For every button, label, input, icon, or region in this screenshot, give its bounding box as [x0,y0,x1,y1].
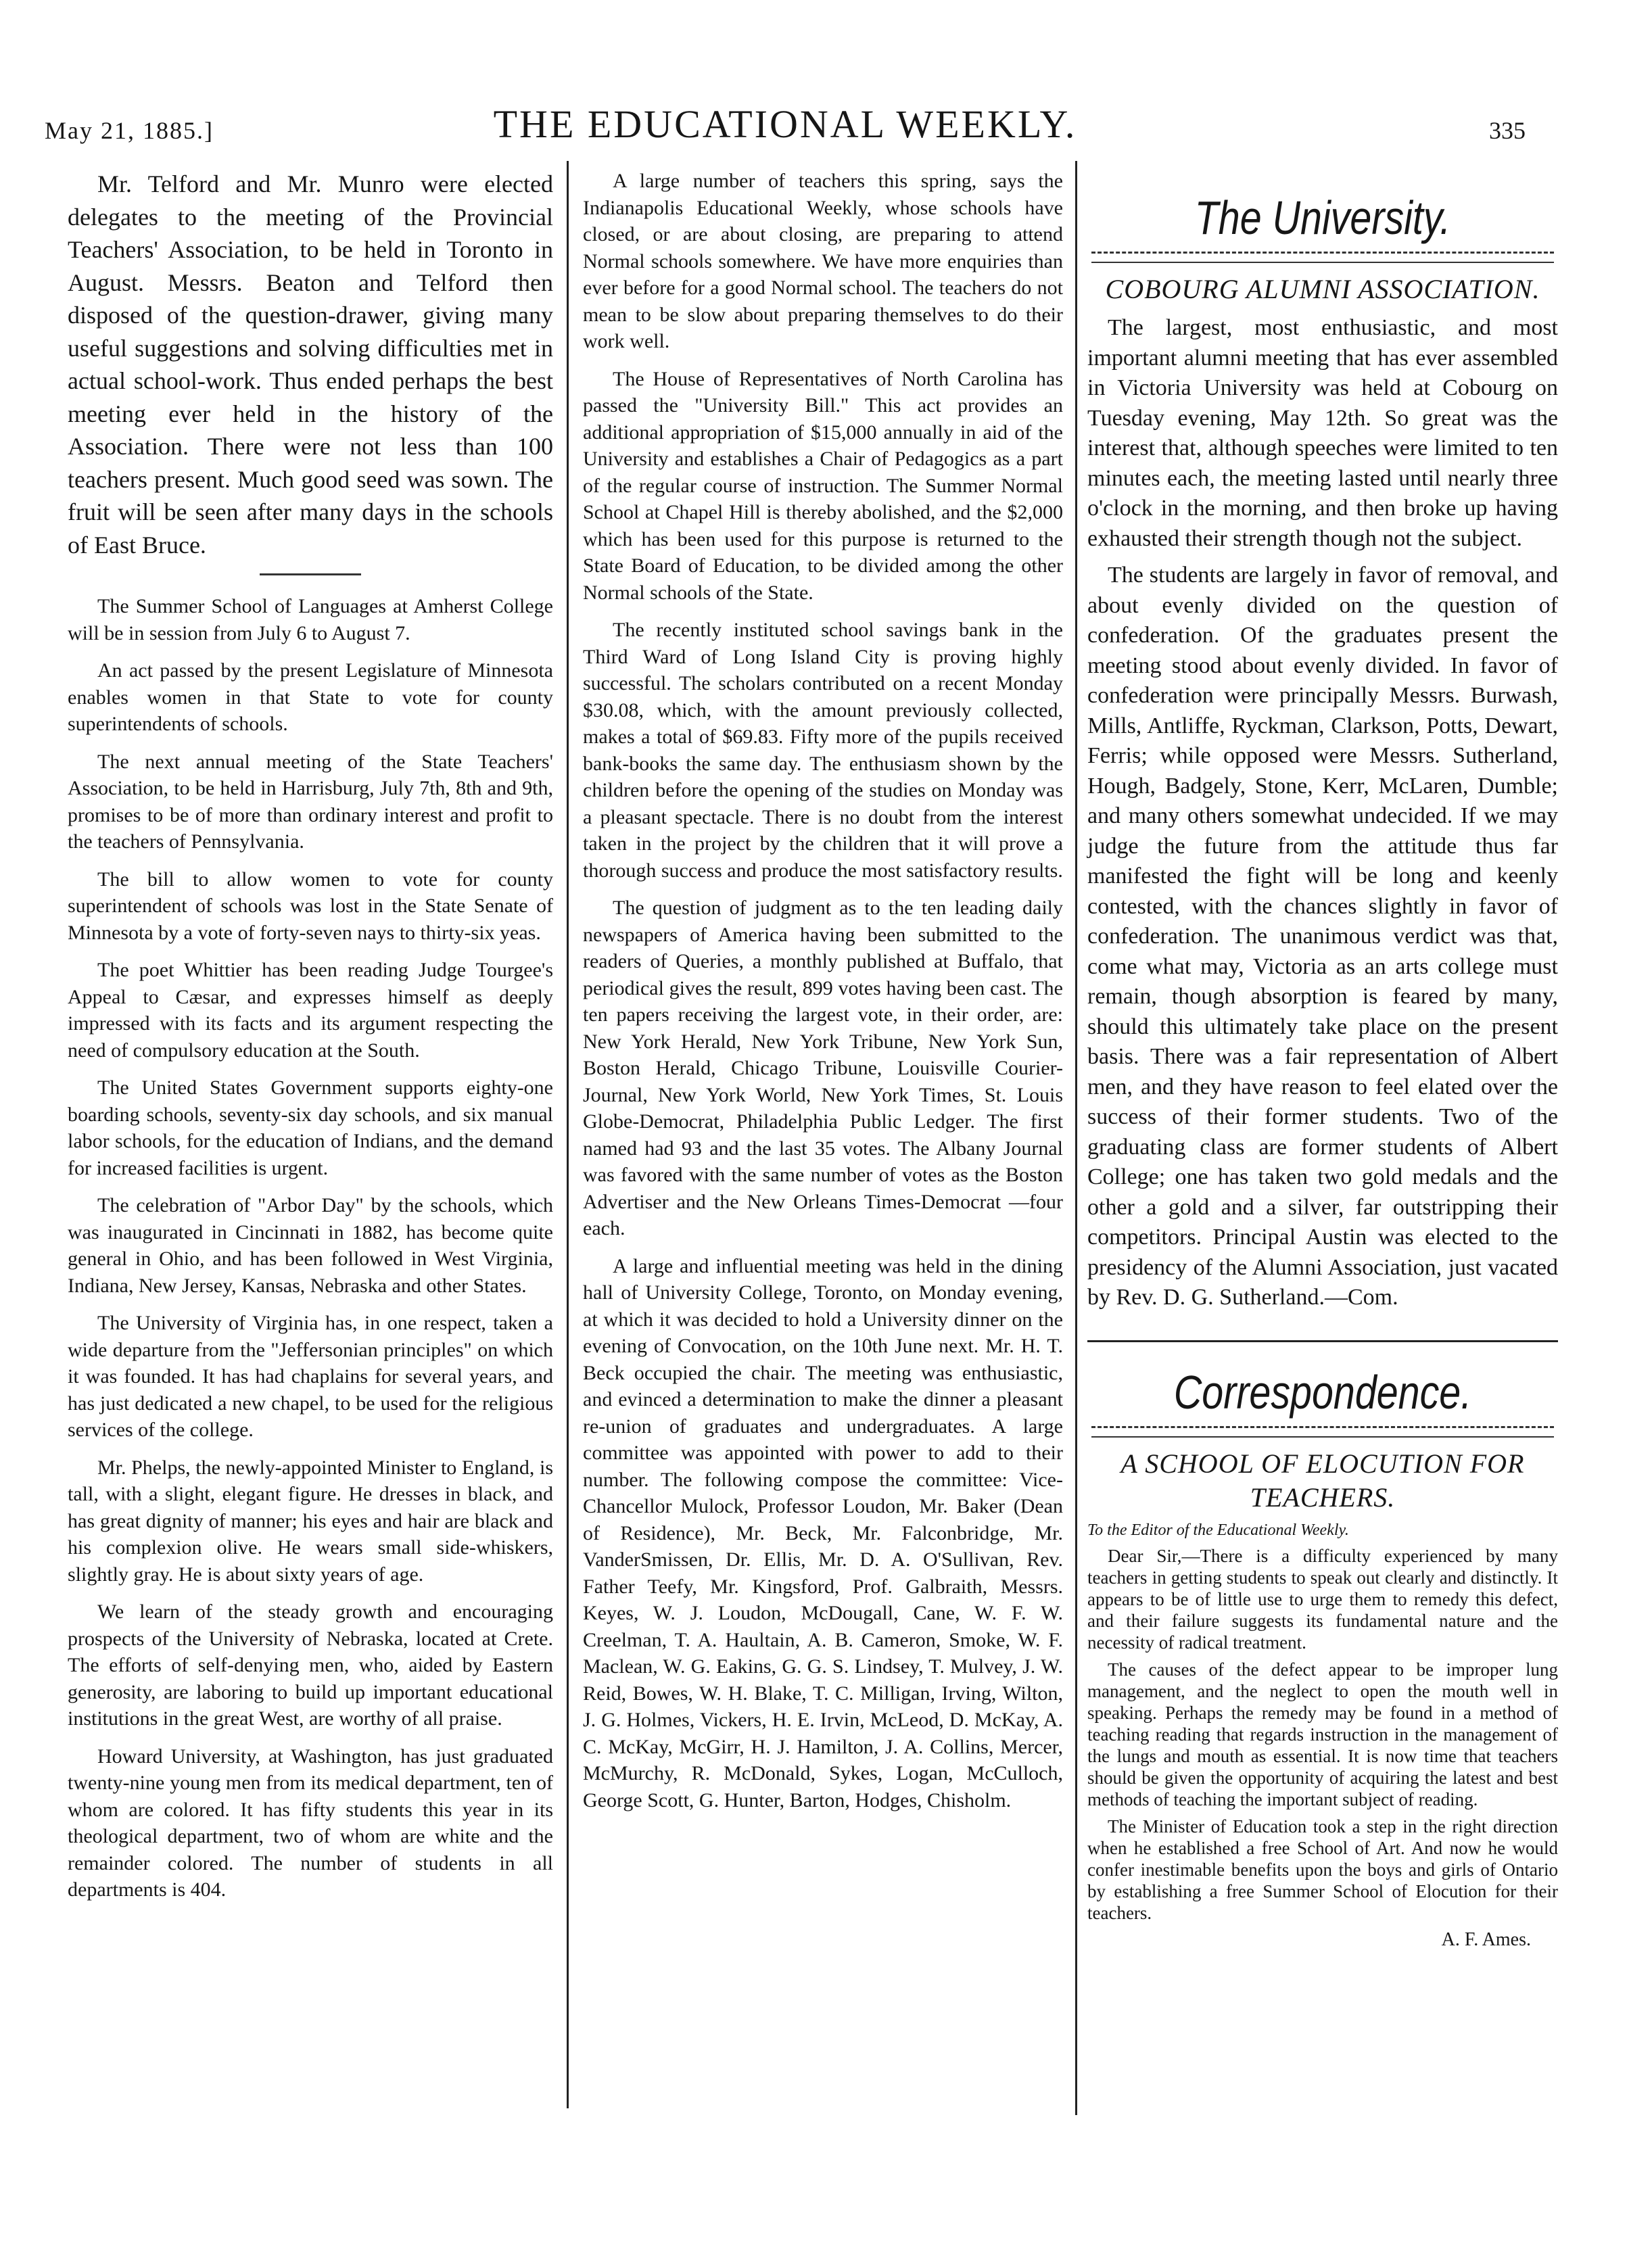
section-title-correspondence: Correspondence. [1173,1365,1472,1419]
article-east-bruce: Mr. Telford and Mr. Munro were elected delegates to the meeting of the Provincial Teachers' Association, to be held in Toronto in August. Messrs. Beaton and Telford then disposed of the question-drawer, giving many useful suggestions and solving difficulties met in actual school-work. Thus ended perhaps the best meeting ever held in the history of the Association. There were not less than 100 teachers present. Much good seed was sown. The fruit will be seen after many days in the schools of East Bruce. [68,170,553,559]
paragraph: The Minister of Education took a step in the right direction when he established a free School of Art. And now he would confer inestimable benefits upon the boys and girls of Ontario by establishing a free Summer School of Elocution for their teachers. [1087,1816,1558,1923]
news-item: The poet Whittier has been reading Judge Tourgee's Appeal to Cæsar, and expresses himself as deeply impressed with its facts and its argument respecting the need of compulsory education at the South. [68,959,553,1062]
publication-title: THE EDUCATIONAL WEEKLY. [493,102,1077,146]
section-divider [260,573,361,575]
news-item: We learn of the steady growth and encouraging prospects of the University of Nebraska, located at Crete. The efforts of self-denying men, who, aided by Eastern generosity, are laboring to build up important educational institutions in the great West, are worthy of all praise. [68,1601,553,1730]
news-item: The recently instituted school savings bank in the Third Ward of Long Island City is proving highly successful. The scholars contributed on a recent Monday $30.08, which, with the amount previously collected, makes a total of $69.83. Fifty more of the pupils received bank-books the same day. The enthusiasm shown by the children before the opening of the studies on Monday was a pleasant spectacle. There is no doubt from the interest taken in the project by the children that it will prove a thorough success and produce the most satisfactory results. [583,619,1063,882]
title-ornament [1091,1426,1554,1438]
title-ornament [1091,252,1554,263]
paragraph: The largest, most enthusiastic, and most important alumni meeting that has ever assembled in Victoria University was held at Cobourg on Tuesday evening, May 12th. So great was the interest that, although speeches were limited to ten minutes each, the meeting lasted until nearly three o'clock in the morning, and then broke up having exhausted their strength though not the subject. [1087,315,1558,551]
news-item: Howard University, at Washington, has just graduated twenty-nine young men from its medical department, ten of whom are colored. It has fifty students this year in its theological department, two of whom are white and the remainder colored. The number of students in all departments is 404. [68,1745,553,1901]
news-item: The next annual meeting of the State Teachers' Association, to be held in Harrisburg, July 7th, 8th and 9th, promises to be of more than ordinary interest and profit to the teachers of Pennsylvania. [68,750,553,853]
column-middle [583,168,1063,1824]
section-title-university: The University. [1194,191,1451,244]
news-item: The Summer School of Languages at Amherst College will be in session from July 6 to August 7. [68,595,553,644]
paragraph: The students are largely in favor of removal, and about evenly divided on the question of confederation. Of the graduates present the meeting stood about evenly divided. In favor of confederation were principally Messrs. Burwash, Mills, Antliffe, Ryckman, Clarkson, Potts, Dewart, Ferris; while opposed were Messrs. Sutherland, Hough, Badgely, Stone, Kerr, McLaren, Dumble; and many others somewhat undecided. If we may judge the future from the attitude thus far manifested the fight will be long and keenly contested, with the chances slightly in favor of confederation. The unanimous verdict was that, come what may, Victoria as an arts college must remain, though absorption is feared by many, should this ultimately take place on the present basis. There was a fair representation of Albert men, and they have reason to feel elated over the success of their former students. Two of the graduating class are former students of Albert College; one has taken two gold medals and the other a gold and a silver, far outstripping their competitors. Principal Austin was elected to the presidency of the Alumni Association, just vacated by Rev. D. G. Sutherland.—Com. [1087,563,1558,1310]
column-right [1087,168,1558,1951]
page-number: 335 [1489,117,1526,144]
issue-date: May 21, 1885.] [45,117,214,144]
paragraph: Dear Sir,—There is a difficulty experienced by many teachers in getting students to speak out clearly and distinctly. It appears to be of little use to urge them to remedy this defect, and their failure suggests its fundamental nature and the necessity of radical treatment. [1087,1545,1558,1653]
news-item: The United States Government supports eighty-one boarding schools, seventy-six day schools, and six manual labor schools, for the education of Indians, and the demand for increased facilities is urgent. [68,1076,553,1179]
page-header [45,101,1526,156]
news-item: An act passed by the present Legislature of Minnesota enables women in that State to vote for county superintendents of schools. [68,659,553,735]
column-rule-right [1075,161,1077,2115]
news-item: The question of judgment as to the ten leading daily newspapers of America having been submitted to the readers of Queries, a monthly published at Buffalo, that periodical gives the result, 899 votes having been cast. The ten papers receiving the largest vote, in their order, are: New York Herald, New York Tribune, New York Sun, Boston Herald, Chicago Tribune, Louisville Courier-Journal, New York World, New York Times, St. Louis Globe-Democrat, Philadelphia Public Ledger. The first named had 93 and the last 35 votes. The Albany Journal was favored with the same number of votes as the Boston Advertiser and the New Orleans Times-Democrat —four each. [583,897,1063,1239]
column-left [68,168,553,1914]
salutation-line: To the Editor of the Educational Weekly. [1087,1521,1349,1539]
paragraph: The causes of the defect appear to be improper lung management, and the neglect to open the mouth well in speaking. Perhaps the remedy may be found in a method of teaching reading that regards instruction in the management of the lungs and mouth as essential. It is now time that teachers should be given the opportunity of acquiring the latest and best methods of teaching the important subject of reading. [1087,1659,1558,1809]
section-divider [1087,1340,1558,1342]
news-item: The University of Virginia has, in one respect, taken a wide departure from the "Jeffersonian principles" on which it was founded. It has had chaplains for several years, and has just dedicated a new chapel, to be used for the religious services of the college. [68,1312,553,1441]
news-item: A large and influential meeting was held in the dining hall of University College, Toronto, on Monday evening, at which it was decided to hold a University dinner on the evening of Convocation, on the 10th June next. Mr. H. T. Beck occupied the chair. The meeting was enthusiastic, and evinced a determination to make the dinner a pleasant re-union of graduates and undergraduates. A large committee was appointed with power to add to their number. The following compose the committee: Vice-Chancellor Mulock, Professor Loudon, Mr. Baker (Dean of Residence), Mr. Beck, Mr. Falconbridge, Mr. VanderSmissen, Dr. Ellis, Mr. D. A. O'Sullivan, Rev. Father Teefy, Mr. Kingsford, Prof. Galbraith, Messrs. Keyes, W. J. Loudon, McDougall, Cane, W. F. W. Creelman, T. A. Haultain, A. B. Cameron, Smoke, W. F. Maclean, W. G. Eakins, G. G. S. Lindsey, T. Mulvey, J. W. Reid, Bowes, W. H. Blake, T. C. Milligan, Irving, Wilton, J. G. Holmes, Vickers, H. E. Irvin, McLeod, D. McKay, A. C. McKay, McGirr, H. J. Hamilton, J. A. Collins, Mercer, McMurchy, R. McDonald, Sykes, Logan, McCulloch, George Scott, G. Hunter, Barton, Hodges, Chisholm. [583,1254,1063,1811]
news-item: Mr. Phelps, the newly-appointed Minister to England, is tall, with a slight, elegant figure. He dresses in black, and has great dignity of manner; his eyes and hair are black and his complexion olive. He wears small side-whiskers, slightly gray. He is about sixty years of age. [68,1456,553,1586]
article-body-cobourg [1087,313,1558,1313]
letter-signature: A. F. Ames. [1441,1928,1531,1950]
article-heading-elocution: A SCHOOL OF ELOCUTION FOR TEACHERS. [1120,1448,1525,1513]
article-heading-cobourg: COBOURG ALUMNI ASSOCIATION. [1105,274,1540,304]
letter-body [1087,1545,1558,1924]
news-item: The celebration of "Arbor Day" by the schools, which was inaugurated in Cincinnati in 1882, has become quite general in Ohio, and has been followed in West Virginia, Indiana, New Jersey, Kansas, Nebraska and other States. [68,1194,553,1297]
news-item: The House of Representatives of North Carolina has passed the "University Bill." This act provides an additional appropriation of $15,000 annually in aid of the University and establishes a Chair of Pedagogics as a part of the regular course of instruction. The Summer Normal School at Chapel Hill is thereby abolished, and the $2,000 which has been used for this purpose is returned to the State Board of Education, to be divided among the other Normal schools of the State. [583,367,1063,604]
column-rule-left [567,161,569,2108]
news-item: The bill to allow women to vote for county superintendent of schools was lost in the State Senate of Minnesota by a vote of forty-seven nays to thirty-six yeas. [68,868,553,944]
news-item: A large number of teachers this spring, says the Indianapolis Educational Weekly, whose schools have closed, or are about closing, are preparing to attend Normal schools somewhere. We have more enquiries than ever before for a good Normal school. The teachers do not mean to be slow about preparing themselves to do their work well. [583,170,1063,352]
